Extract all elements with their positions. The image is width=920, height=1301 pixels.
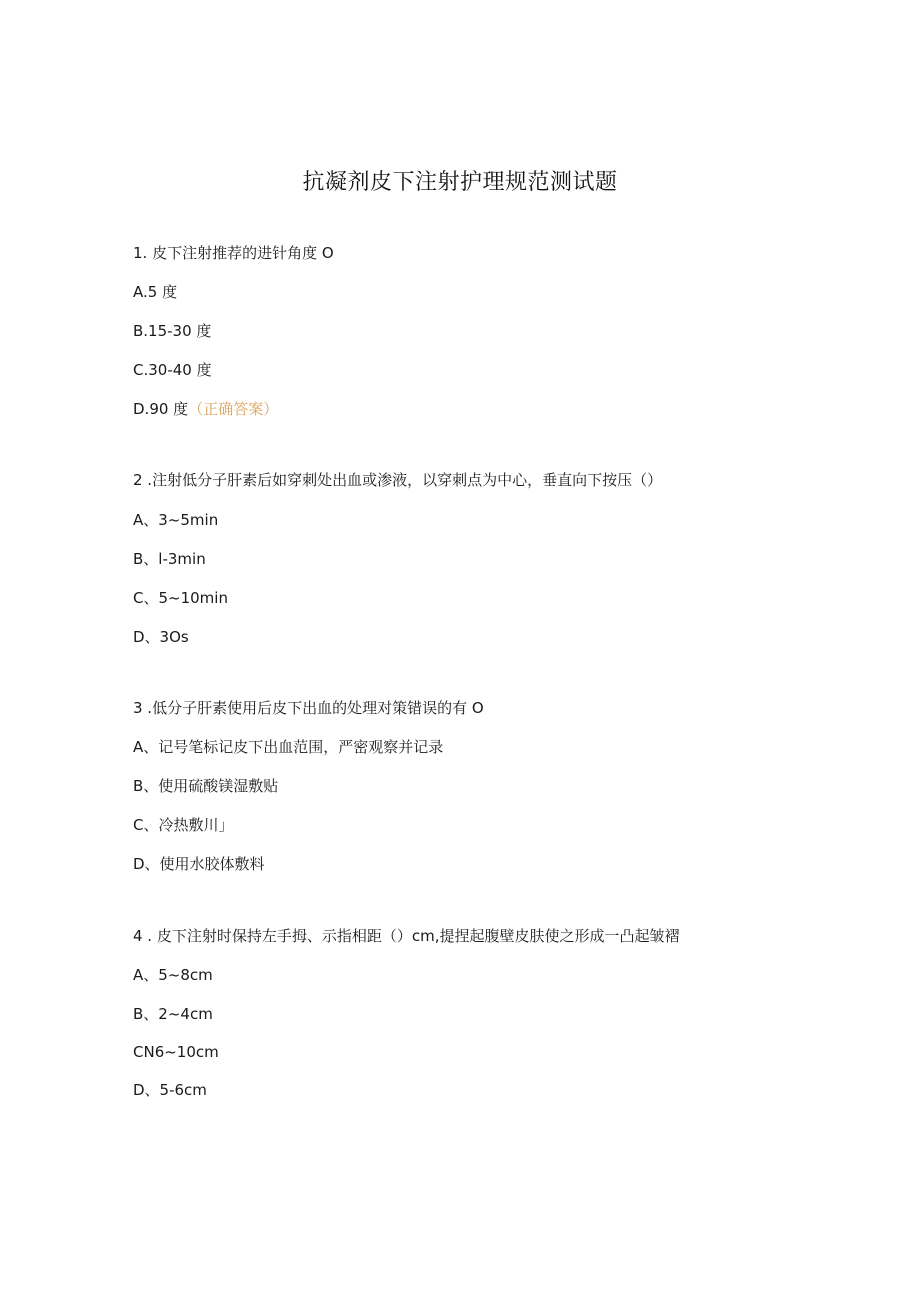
question-1-option-b: B.15-30 度 <box>133 322 212 340</box>
question-3-option-d: D、使用水胶体敷料 <box>133 855 265 873</box>
question-3-stem: 3 .低分子肝素使用后皮下出血的处理对策错误的有 O <box>133 699 484 717</box>
question-2-option-c: C、5~10min <box>133 589 228 607</box>
correct-answer-mark: （正确答案） <box>188 400 279 418</box>
question-3-option-b: B、使用硫酸镁湿敷贴 <box>133 777 279 795</box>
question-2-option-b: B、l-3min <box>133 550 206 568</box>
question-3-option-a: A、记号笔标记皮下出血范围，严密观察并记录 <box>133 738 444 756</box>
question-1-stem: 1. 皮下注射推荐的进针角度 O <box>133 244 334 262</box>
question-4-option-a: A、5~8cm <box>133 966 213 984</box>
question-1-option-c: C.30-40 度 <box>133 361 212 379</box>
question-2-option-a: A、3~5min <box>133 511 219 529</box>
question-4-stem: 4 . 皮下注射时保持左手拇、示指相距（）cm,提捏起腹壁皮肤使之形成一凸起皱褶 <box>133 927 680 945</box>
question-2-option-d: D、3Os <box>133 628 189 646</box>
question-3-option-c: C、冷热敷川」 <box>133 816 234 834</box>
question-1-option-d-text: D.90 度 <box>133 400 189 418</box>
question-1-option-d <box>133 399 278 419</box>
question-4-option-b: B、2~4cm <box>133 1005 213 1023</box>
question-4-option-d: D、5-6cm <box>133 1081 207 1099</box>
page-title: 抗凝剂皮下注射护理规范测试题 <box>302 170 618 195</box>
question-2-stem: 2 .注射低分子肝素后如穿刺处出血或渗液，以穿刺点为中心，垂直向下按压（） <box>133 471 663 489</box>
question-4-option-c: CN6~10cm <box>133 1043 219 1061</box>
question-1-option-a: A.5 度 <box>133 283 178 301</box>
